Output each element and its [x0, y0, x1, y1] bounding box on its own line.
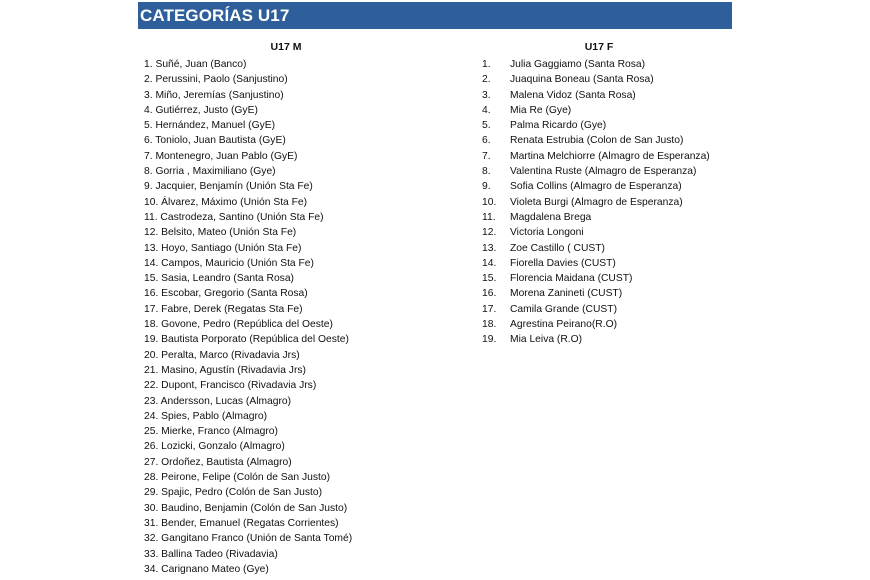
list-item: [482, 149, 710, 164]
list-item: 13. Hoyo, Santiago (Unión Sta Fe): [144, 242, 302, 254]
list-item-name: Sofia Collins (Almagro de Esperanza): [510, 181, 682, 193]
list-item-number: 8.: [482, 166, 491, 178]
list-item: 32. Gangitano Franco (Unión de Santa Tomé): [144, 533, 353, 545]
list-item-number: 1.: [482, 59, 491, 70]
list-item: 23. Andersson, Lucas (Almagro): [144, 395, 292, 407]
list-item-number: 19.: [482, 334, 497, 346]
list-item-name: Juaquina Boneau (Santa Rosa): [510, 74, 654, 86]
list-item: [482, 164, 710, 179]
list-item-name: Mia Re (Gye): [510, 104, 572, 116]
list-item-number: 10.: [482, 196, 497, 208]
list-item-number: 5.: [482, 120, 491, 132]
list-item: 20. Peralta, Marco (Rivadavia Jrs): [144, 349, 300, 361]
list-item: 7. Montenegro, Juan Pablo (GyE): [144, 150, 298, 162]
list-item-number: 14.: [482, 257, 497, 269]
list-item: 24. Spies, Pablo (Almagro): [144, 410, 268, 422]
list-item: [482, 210, 710, 225]
list-item: 10. Álvarez, Máximo (Unión Sta Fe): [144, 196, 308, 208]
list-item: 31. Bender, Emanuel (Regatas Corrientes): [144, 517, 339, 529]
list-item-number: 3.: [482, 89, 491, 101]
list-item: 26. Lozicki, Gonzalo (Almagro): [144, 441, 285, 453]
list-item: 17. Fabre, Derek (Regatas Sta Fe): [144, 303, 303, 315]
list-item-number: 18.: [482, 319, 497, 331]
list-item: [482, 103, 710, 118]
list-item: 5. Hernández, Manuel (GyE): [144, 120, 276, 132]
list-item: 6. Toniolo, Juan Bautista (GyE): [144, 135, 286, 147]
list-item-name: Valentina Ruste (Almagro de Esperanza): [510, 166, 697, 178]
list-item: [482, 133, 710, 148]
list-item-name: Magdalena Brega: [510, 211, 592, 223]
list-item-name: Morena Zanineti (CUST): [510, 288, 623, 300]
list-item-name: Florencia Maidana (CUST): [510, 273, 633, 285]
list-item: [482, 286, 710, 301]
list-item-name: Julia Gaggiamo (Santa Rosa): [510, 59, 646, 70]
list-item: 25. Mierke, Franco (Almagro): [144, 426, 278, 438]
list-item: 28. Peirone, Felipe (Colón de San Justo): [144, 472, 331, 484]
list-item: 21. Masino, Agustín (Rivadavia Jrs): [144, 364, 306, 376]
list-item: 9. Jacquier, Benjamín (Unión Sta Fe): [144, 181, 313, 193]
list-item: 18. Govone, Pedro (República del Oeste): [144, 319, 333, 331]
list-item: 33. Ballina Tadeo (Rivadavia): [144, 548, 278, 560]
list-item: 1. Suñé, Juan (Banco): [144, 59, 247, 70]
player-list-u17-m: [144, 57, 352, 577]
list-item-number: 12.: [482, 227, 497, 239]
list-item-name: Victoria Longoni: [510, 227, 584, 239]
category-title: CATEGORÍAS U17: [140, 6, 290, 25]
list-item-name: Palma Ricardo (Gye): [510, 120, 607, 132]
list-item-name: Renata Estrubia (Colon de San Justo): [510, 135, 684, 147]
column-heading-u17-f: U17 F: [584, 41, 614, 53]
list-item: 11. Castrodeza, Santino (Unión Sta Fe): [144, 211, 324, 223]
list-item: 19. Bautista Porporato (República del Oeste): [144, 334, 349, 346]
list-item: [482, 195, 710, 210]
list-item: [482, 332, 710, 347]
list-item: 27. Ordoñez, Bautista (Almagro): [144, 456, 292, 468]
list-item: [482, 72, 710, 87]
list-item: [482, 302, 710, 317]
list-item: 29. Spajic, Pedro (Colón de San Justo): [144, 487, 323, 499]
list-item: 3. Miño, Jeremías (Sanjustino): [144, 89, 284, 101]
column-heading-u17-m: U17 M: [270, 41, 302, 53]
list-item: [482, 241, 710, 256]
list-item-name: Mia Leiva (R.O): [510, 334, 583, 346]
list-item-name: Violeta Burgi (Almagro de Esperanza): [510, 196, 683, 208]
list-item: 14. Campos, Mauricio (Unión Sta Fe): [144, 257, 314, 269]
list-item-name: Zoe Castillo ( CUST): [510, 242, 605, 254]
list-item-number: 9.: [482, 181, 491, 193]
list-item: [482, 271, 710, 286]
list-item: [482, 256, 710, 271]
list-item: [482, 57, 710, 72]
list-item-number: 17.: [482, 303, 497, 315]
list-item: 8. Gorria , Maximiliano (Gye): [144, 166, 276, 178]
list-item-number: 6.: [482, 135, 491, 147]
player-list-u17-f: [482, 57, 710, 348]
list-item: 4. Gutiérrez, Justo (GyE): [144, 104, 258, 116]
list-item: [482, 179, 710, 194]
list-item: 2. Perussini, Paolo (Sanjustino): [144, 74, 288, 86]
list-item-name: Agrestina Peirano(R.O): [510, 319, 618, 331]
list-item-number: 2.: [482, 74, 491, 86]
list-item: 12. Belsito, Mateo (Unión Sta Fe): [144, 227, 297, 239]
list-item-name: Malena Vidoz (Santa Rosa): [510, 89, 636, 101]
list-item: [482, 118, 710, 133]
list-item: [482, 88, 710, 103]
list-item-number: 4.: [482, 104, 491, 116]
list-item-number: 15.: [482, 273, 497, 285]
list-item-number: 11.: [482, 211, 496, 223]
list-item: 22. Dupont, Francisco (Rivadavia Jrs): [144, 380, 317, 392]
list-item-number: 13.: [482, 242, 497, 254]
list-item: [482, 225, 710, 240]
category-title-bar: [138, 2, 732, 29]
list-item: 16. Escobar, Gregorio (Santa Rosa): [144, 288, 308, 300]
list-item-name: Fiorella Davies (CUST): [510, 257, 616, 269]
list-item-number: 7.: [482, 150, 491, 162]
list-item: 34. Carignano Mateo (Gye): [144, 563, 269, 575]
list-item: 15. Sasia, Leandro (Santa Rosa): [144, 273, 294, 285]
list-item: 30. Baudino, Benjamin (Colón de San Justo): [144, 502, 348, 514]
list-item: [482, 317, 710, 332]
list-item-number: 16.: [482, 288, 497, 300]
list-item-name: Camila Grande (CUST): [510, 303, 617, 315]
list-item-name: Martina Melchiorre (Almagro de Esperanza): [510, 150, 710, 162]
